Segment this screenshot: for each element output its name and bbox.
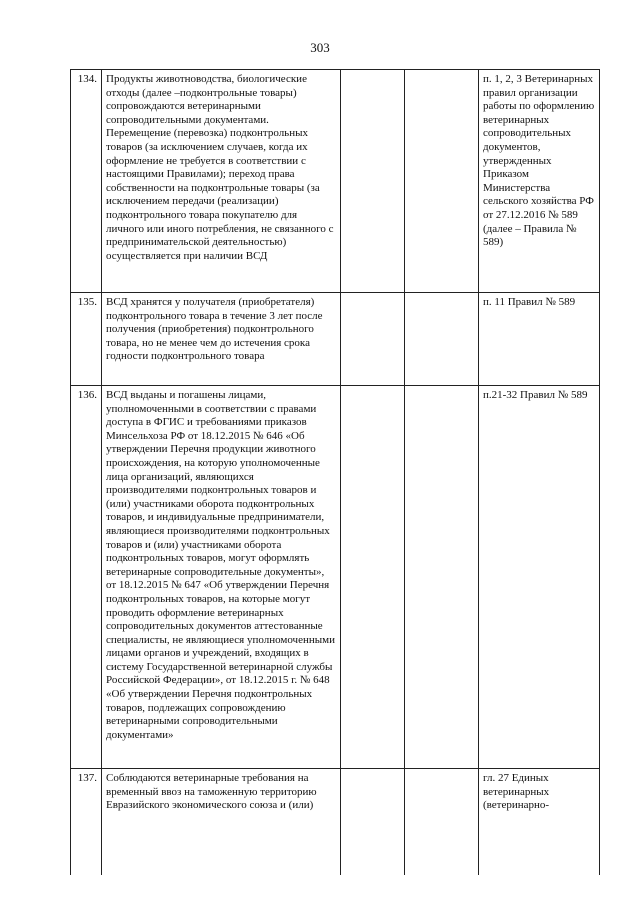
- legal-reference: гл. 27 Единых ветеринарных (ветеринарно-: [479, 769, 600, 876]
- requirement-text: Продукты животноводства, биологические отходы (далее –подконтрольные товары) сопровождаются ветеринарными сопроводительными документами. Перемещение (перевозка) подконтрольных товаров (за исключением случаев, когда их оформление не требуется в соответствии с настоящими Правилами); переход права собственности на подконтрольные товары (за исключением передачи (реализации) подконтрольного товара покупателю для личного или иного потребления, не связанного с предпринимательской деятельностью) осуществляется при наличии ВСД: [102, 70, 341, 293]
- requirements-table: [70, 69, 600, 875]
- row-number: 136.: [71, 386, 102, 769]
- row-number: 137.: [71, 769, 102, 876]
- table-row: [71, 769, 600, 876]
- row-number: 134.: [71, 70, 102, 293]
- legal-reference: п. 11 Правил № 589: [479, 293, 600, 386]
- empty-cell: [341, 70, 405, 293]
- row-number: 135.: [71, 293, 102, 386]
- legal-reference: п. 1, 2, 3 Ветеринарных правил организации работы по оформлению ветеринарных сопроводительных документов, утвержденных Приказом Министерства сельского хозяйства РФ от 27.12.2016 № 589 (далее – Правила № 589): [479, 70, 600, 293]
- table-row: [71, 70, 600, 293]
- empty-cell: [341, 769, 405, 876]
- legal-reference: п.21-32 Правил № 589: [479, 386, 600, 769]
- empty-cell: [405, 70, 479, 293]
- empty-cell: [341, 293, 405, 386]
- table-row: [71, 386, 600, 769]
- empty-cell: [405, 769, 479, 876]
- empty-cell: [341, 386, 405, 769]
- table-row: [71, 293, 600, 386]
- requirement-text: Соблюдаются ветеринарные требования на временный ввоз на таможенную территорию Евразийского экономического союза и (или): [102, 769, 341, 876]
- empty-cell: [405, 386, 479, 769]
- requirement-text: ВСД выданы и погашены лицами, уполномоченными в соответствии с правами доступа в ФГИС и требованиями приказов Минсельхоза РФ от 18.12.2015 № 646 «Об утверждении Перечня продукции животного происхождения, на которую уполномоченные лица организаций, являющихся производителями подконтрольных товаров и (или) участниками оборота подконтрольных товаров, и индивидуальные предприниматели, являющиеся производителями подконтрольных товаров и (или) участниками оборота подконтрольных товаров, могут оформлять ветеринарные сопроводительные документы», от 18.12.2015 № 647 «Об утверждении Перечня подконтрольных товаров, на которые могут проводить оформление ветеринарных сопроводительных документов аттестованные специалисты, не являющиеся уполномоченными лицами органов и учреждений, входящих в систему Государственной ветеринарной службы Российской Федерации», от 18.12.2015 г. № 648 «Об утверждении Перечня подконтрольных товаров, подлежащих сопровождению ветеринарными сопроводительными документами»: [102, 386, 341, 769]
- requirement-text: ВСД хранятся у получателя (приобретателя) подконтрольного товара в течение 3 лет после получения (приобретения) подконтрольного товара, но не менее чем до истечения срока годности подконтрольного товара: [102, 293, 341, 386]
- empty-cell: [405, 293, 479, 386]
- page-number: 303: [310, 40, 330, 55]
